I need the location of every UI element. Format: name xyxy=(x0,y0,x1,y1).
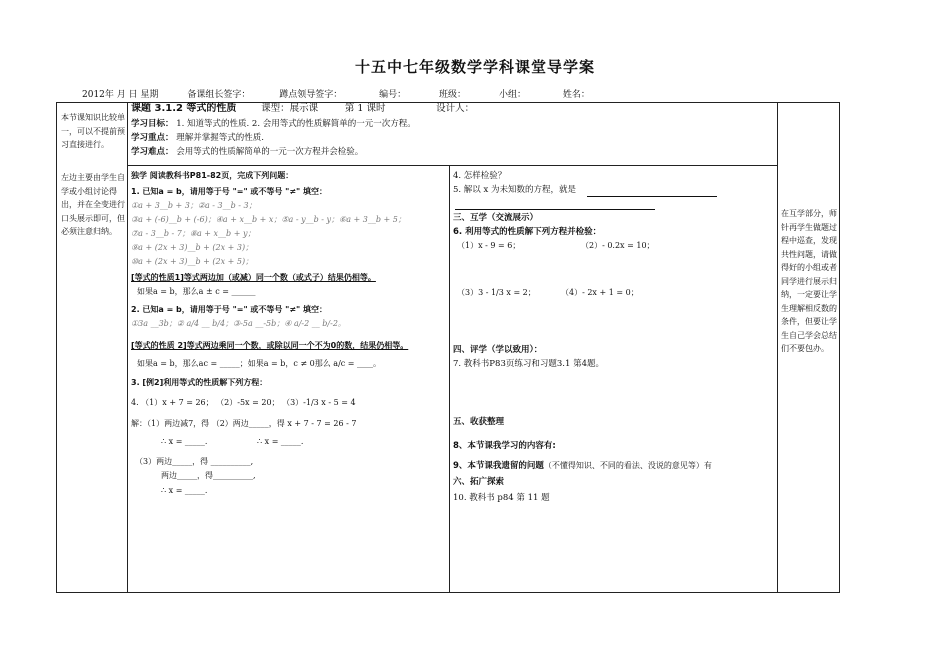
difficulty-label: 学习难点： xyxy=(131,147,174,157)
left-note-2: 左边主要由学生自学或小组讨论得出，并在全变进行口头展示即可，但必须注意归纳。 xyxy=(61,173,125,236)
meta-signer1: 备课组长签字： xyxy=(187,90,251,100)
meta-date: 2012年 月 日 星期 xyxy=(82,90,159,100)
self-study-intro: 独学 阅读教科书P81-82页，完成下列问题： xyxy=(131,171,294,180)
divider xyxy=(449,165,450,592)
difficulty-text: 会用等式的性质解简单的一元一次方程并会检验。 xyxy=(176,147,364,157)
divider xyxy=(777,103,778,592)
q6-2: （2）- 0.2x = 10； xyxy=(581,241,655,250)
lesson-type: 课型：展示课 xyxy=(261,103,319,114)
q4-equations: 4. （1）x + 7 = 26； （2）-5x = 20； （3）-1/3 x - 5 = 4 xyxy=(131,398,356,407)
q5: 5. 解以 x 为未知数的方程，就是 xyxy=(453,185,577,195)
q6-3: （3）3 - 1/3 x = 2； xyxy=(457,288,536,297)
q3: 3. [例2]利用等式的性质解下列方程： xyxy=(131,378,268,387)
lesson-table xyxy=(56,102,840,593)
meta-class: 班级： xyxy=(439,90,467,100)
q2: 2. 已知a = b，请用等于号 "=" 或不等号 "≠" 填空： xyxy=(131,305,328,314)
q10: 10. 教科书 p84 第 11 题 xyxy=(453,493,550,503)
q1-line-2: ③a + (-6)__b + (-6)；④a + x__b + x；⑤a - y__b - y；⑥a + 3__b + 5； xyxy=(131,215,406,224)
key-row xyxy=(131,131,264,145)
meta-number: 编号： xyxy=(379,90,407,100)
solution-line-5: ∴ x = _____. xyxy=(161,486,208,495)
goal-row xyxy=(131,117,416,131)
designer: 设计人： xyxy=(436,103,475,114)
solution-line-4: 两边_____，得__________, xyxy=(161,471,256,480)
divider xyxy=(127,165,777,166)
right-note: 在互学部分，师针再学生做题过程中巡查，发现共性问题，请做得好的小组或者同学进行展示归纳，一定要让学生理解相反数的条件，但要让学生自己学会总结们不要包办。 xyxy=(781,209,837,353)
q6-4: （4）- 2x + 1 = 0； xyxy=(561,288,639,297)
section-3: 三、互学（交流展示） xyxy=(453,213,539,223)
q9-label: 9、本节课我遗留的问题 xyxy=(453,461,544,471)
q6-1: （1）x - 9 = 6； xyxy=(457,241,521,250)
section-6: 六、拓广探索 xyxy=(453,477,505,487)
property-2: [等式的性质 2]等式两边乘同一个数，或除以同一个不为0的数，结果仍相等。 xyxy=(131,341,409,350)
solution-line-3: （3）两边_____，得 __________, xyxy=(135,457,254,466)
q2-line-1: ①3a __3b；② a/4 __ b/4；③-5a __-5b；④ a/-2 __ b/-2。 xyxy=(131,319,346,328)
difficulty-row xyxy=(131,145,363,159)
period: 第 1 课时 xyxy=(344,103,386,114)
solution-answer-1: ∴ x = _____. xyxy=(161,437,208,446)
q7: 7. 教科书P83页练习和习题3.1 第4题。 xyxy=(453,359,604,369)
q1: 1. 已知a = b，请用等于号 "=" 或不等号 "≠" 填空： xyxy=(131,187,328,196)
property-1-example: 如果a = b，那么a ± c = ______ xyxy=(137,287,256,296)
q1-line-5: ⑩a + (2x + 3)__b + (2x + 5)； xyxy=(131,257,254,266)
property-1: [等式的性质1]等式两边加（或减）同一个数（或式子）结果仍相等。 xyxy=(131,273,376,282)
section-4: 四、评学（学以致用）： xyxy=(453,345,543,355)
meta-name: 姓名： xyxy=(562,90,590,100)
q1-line-4: ⑨a + (2x + 3)__b + (2x + 3)； xyxy=(131,243,254,252)
goal-text: 1. 知道等式的性质. 2. 会用等式的性质解简单的一元一次方程。 xyxy=(176,119,416,129)
answer-line xyxy=(455,209,655,210)
goal-label: 学习目标： xyxy=(131,119,174,129)
q1-line-3: ⑦a - 3__b - 7；⑧a + x__b + y； xyxy=(131,229,256,238)
solution-answer-2: ∴ x = _____. xyxy=(257,437,304,446)
q9 xyxy=(453,459,712,473)
q9-hint: （不懂得知识、不同的看法、没说的意见等）有 xyxy=(543,461,712,470)
meta-signer2: 蹲点领导签字： xyxy=(279,90,343,100)
meta-group: 小组： xyxy=(498,90,526,100)
divider xyxy=(127,103,128,592)
topic: 课题 3.1.2 等式的性质 xyxy=(131,103,237,114)
topic-row xyxy=(131,102,771,116)
key-label: 学习重点： xyxy=(131,133,174,143)
q8: 8、本节课我学习的内容有: xyxy=(453,441,556,451)
q6: 6. 利用等式的性质解下列方程并检验： xyxy=(453,227,602,237)
left-note-1: 本节课知识比较单一，可以不提前预习直接进行。 xyxy=(61,113,125,149)
solution-line-1: 解：（1）两边减7，得 （2）两边_____，得 x + 7 - 7 = 26 - 7 xyxy=(131,419,357,428)
key-text: 理解并掌握等式的性质. xyxy=(176,133,264,143)
section-5: 五、收获整理 xyxy=(453,417,505,427)
property-2-example: 如果a = b，那么ac = _____；如果a = b，c ≠ 0那么 a/c = ____。 xyxy=(137,359,382,368)
q1-line-1: ①a + 3__b + 3；②a - 3__b - 3； xyxy=(131,201,257,210)
q4-check: 4. 怎样检验？ xyxy=(453,171,507,181)
page-title: 十五中七年级数学学科课堂导学案 xyxy=(354,58,595,76)
meta-row xyxy=(82,87,616,100)
answer-line xyxy=(587,196,717,197)
